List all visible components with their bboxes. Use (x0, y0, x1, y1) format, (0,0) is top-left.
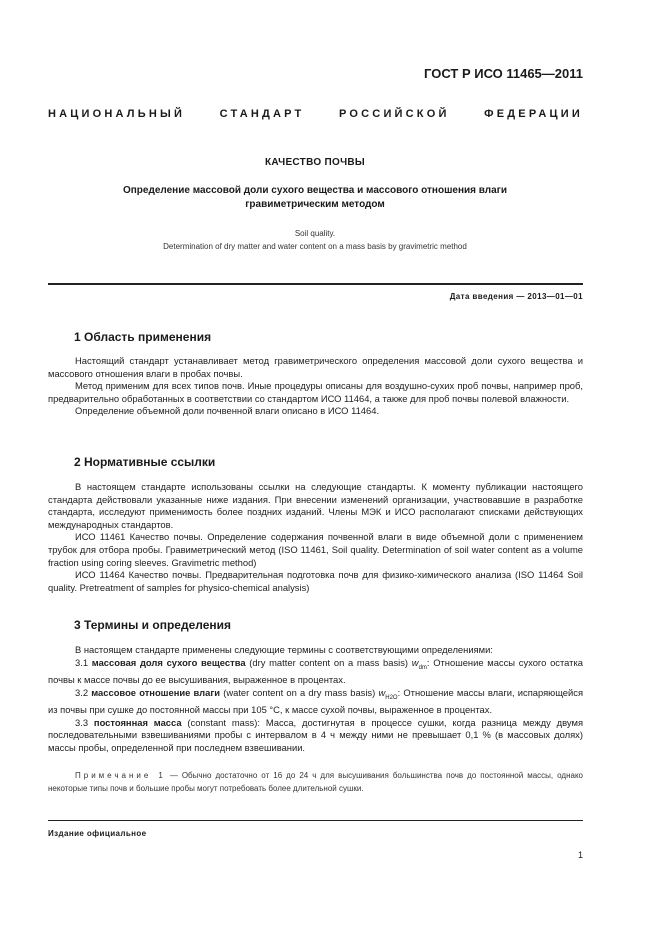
section-heading: 1 Область применения (74, 330, 212, 344)
title-divider (48, 283, 583, 285)
effective-date: Дата введения — 2013—01—01 (449, 292, 583, 301)
note-text: — Обычно достаточно от 16 до 24 ч для высушивания большинства почв до постоянной массы, однако некоторые типы почв и большие пробы могут потребовать более длительной сушки. (48, 771, 584, 793)
english-title-line: Soil quality. (294, 229, 336, 238)
subtitle-line: гравиметрическим методом (245, 199, 385, 210)
banner-word: СТАНДАРТ (219, 108, 305, 120)
subtitle-line: Определение массовой доли сухого вещества и массового отношения влаги (122, 185, 508, 196)
note (48, 770, 583, 795)
paragraph: Определение объемной доли почвенной влаги описано в ИСО 11464. (75, 405, 380, 417)
banner-word: РОССИЙСКОЙ (339, 108, 450, 120)
gost-number: ГОСТ Р ИСО 11465—2011 (424, 66, 583, 81)
banner-word: ФЕДЕРАЦИИ (484, 108, 583, 120)
english-title (0, 227, 630, 253)
english-title-line: Determination of dry matter and water content on a mass basis by gravimetric method (163, 242, 467, 251)
section-heading: 3 Термины и определения (74, 618, 232, 632)
paragraph: В настоящем стандарте использованы ссылки на следующие стандарты. К моменту публикации настоящего стандарта действовали указанные ниже издания. При внесении изменений организации, участвовавшие в разработке стандарта, исследуют применимость более поздних изданий. Члены МЭК и ИСО располагают списками действующих международных стандартов. (48, 481, 583, 530)
paragraph: Метод применим для всех типов почв. Иные процедуры описаны для воздушно-сухих проб почвы, например проб, предварительно обработанных в соответствии со стандартом ИСО 11464, а также для проб почвы полевой влажности. (48, 380, 583, 404)
term-definition: 3.1 массовая доля сухого вещества (dry matter content on a mass basis) $w_{dm}$: Отношение массы сухого остатка почвы к массе почвы до ее высушивания, выраженное в процентах. (48, 656, 583, 686)
document-subtitle (100, 184, 530, 212)
paragraph: Настоящий стандарт устанавливает метод гравиметрического определения массовой доли сухого вещества и массового отношения влаги в пробах почвы. (48, 355, 583, 379)
section-heading: 2 Нормативные ссылки (74, 455, 216, 469)
section1-body (48, 355, 583, 418)
edition-label: Издание официальное (48, 829, 147, 838)
paragraph: ИСО 11464 Качество почвы. Предварительная подготовка почв для физико-химического анализа (ISO 11464 Soil quality. Pretreatment of samples for physico-chemical analysis) (48, 569, 583, 593)
page-number: 1 (577, 850, 583, 860)
term-definition: 3.2 массовое отношение влаги (water content on a dry mass basis) $w_{H2O}$: Отношение массы влаги, испаряющейся из почвы при сушке до постоянной массы при 105 °С, к массе сухой почвы, выраженное в процентах. (48, 686, 584, 716)
section2-body (48, 481, 583, 594)
standard-banner (48, 108, 583, 120)
term-definition: 3.3 постоянная масса (constant mass): Масса, достигнутая в процессе сушки, когда разница между двумя последовательными взвешиваниями пробы с интервалом в 4 ч между ними не превышает 0,1 % (в массовых долях) массы пробы, определенной при последнем взвешивании. (48, 716, 584, 753)
banner-word: НАЦИОНАЛЬНЫЙ (48, 108, 186, 120)
paragraph: В настоящем стандарте применены следующие термины с соответствующими определениями: (75, 644, 493, 655)
paragraph: ИСО 11461 Качество почвы. Определение содержания почвенной влаги в виде объемной доли с применением трубок для отбора пробы. Гравиметрический метод (ISO 11461, Soil quality. Determination of soil water content as a volume fraction using coring sleeves. Gravimetric method) (48, 531, 583, 568)
document-title: КАЧЕСТВО ПОЧВЫ (264, 157, 366, 168)
footer-divider (48, 820, 583, 821)
note-label: Примечание 1 (75, 771, 166, 780)
section3-body (48, 644, 583, 755)
